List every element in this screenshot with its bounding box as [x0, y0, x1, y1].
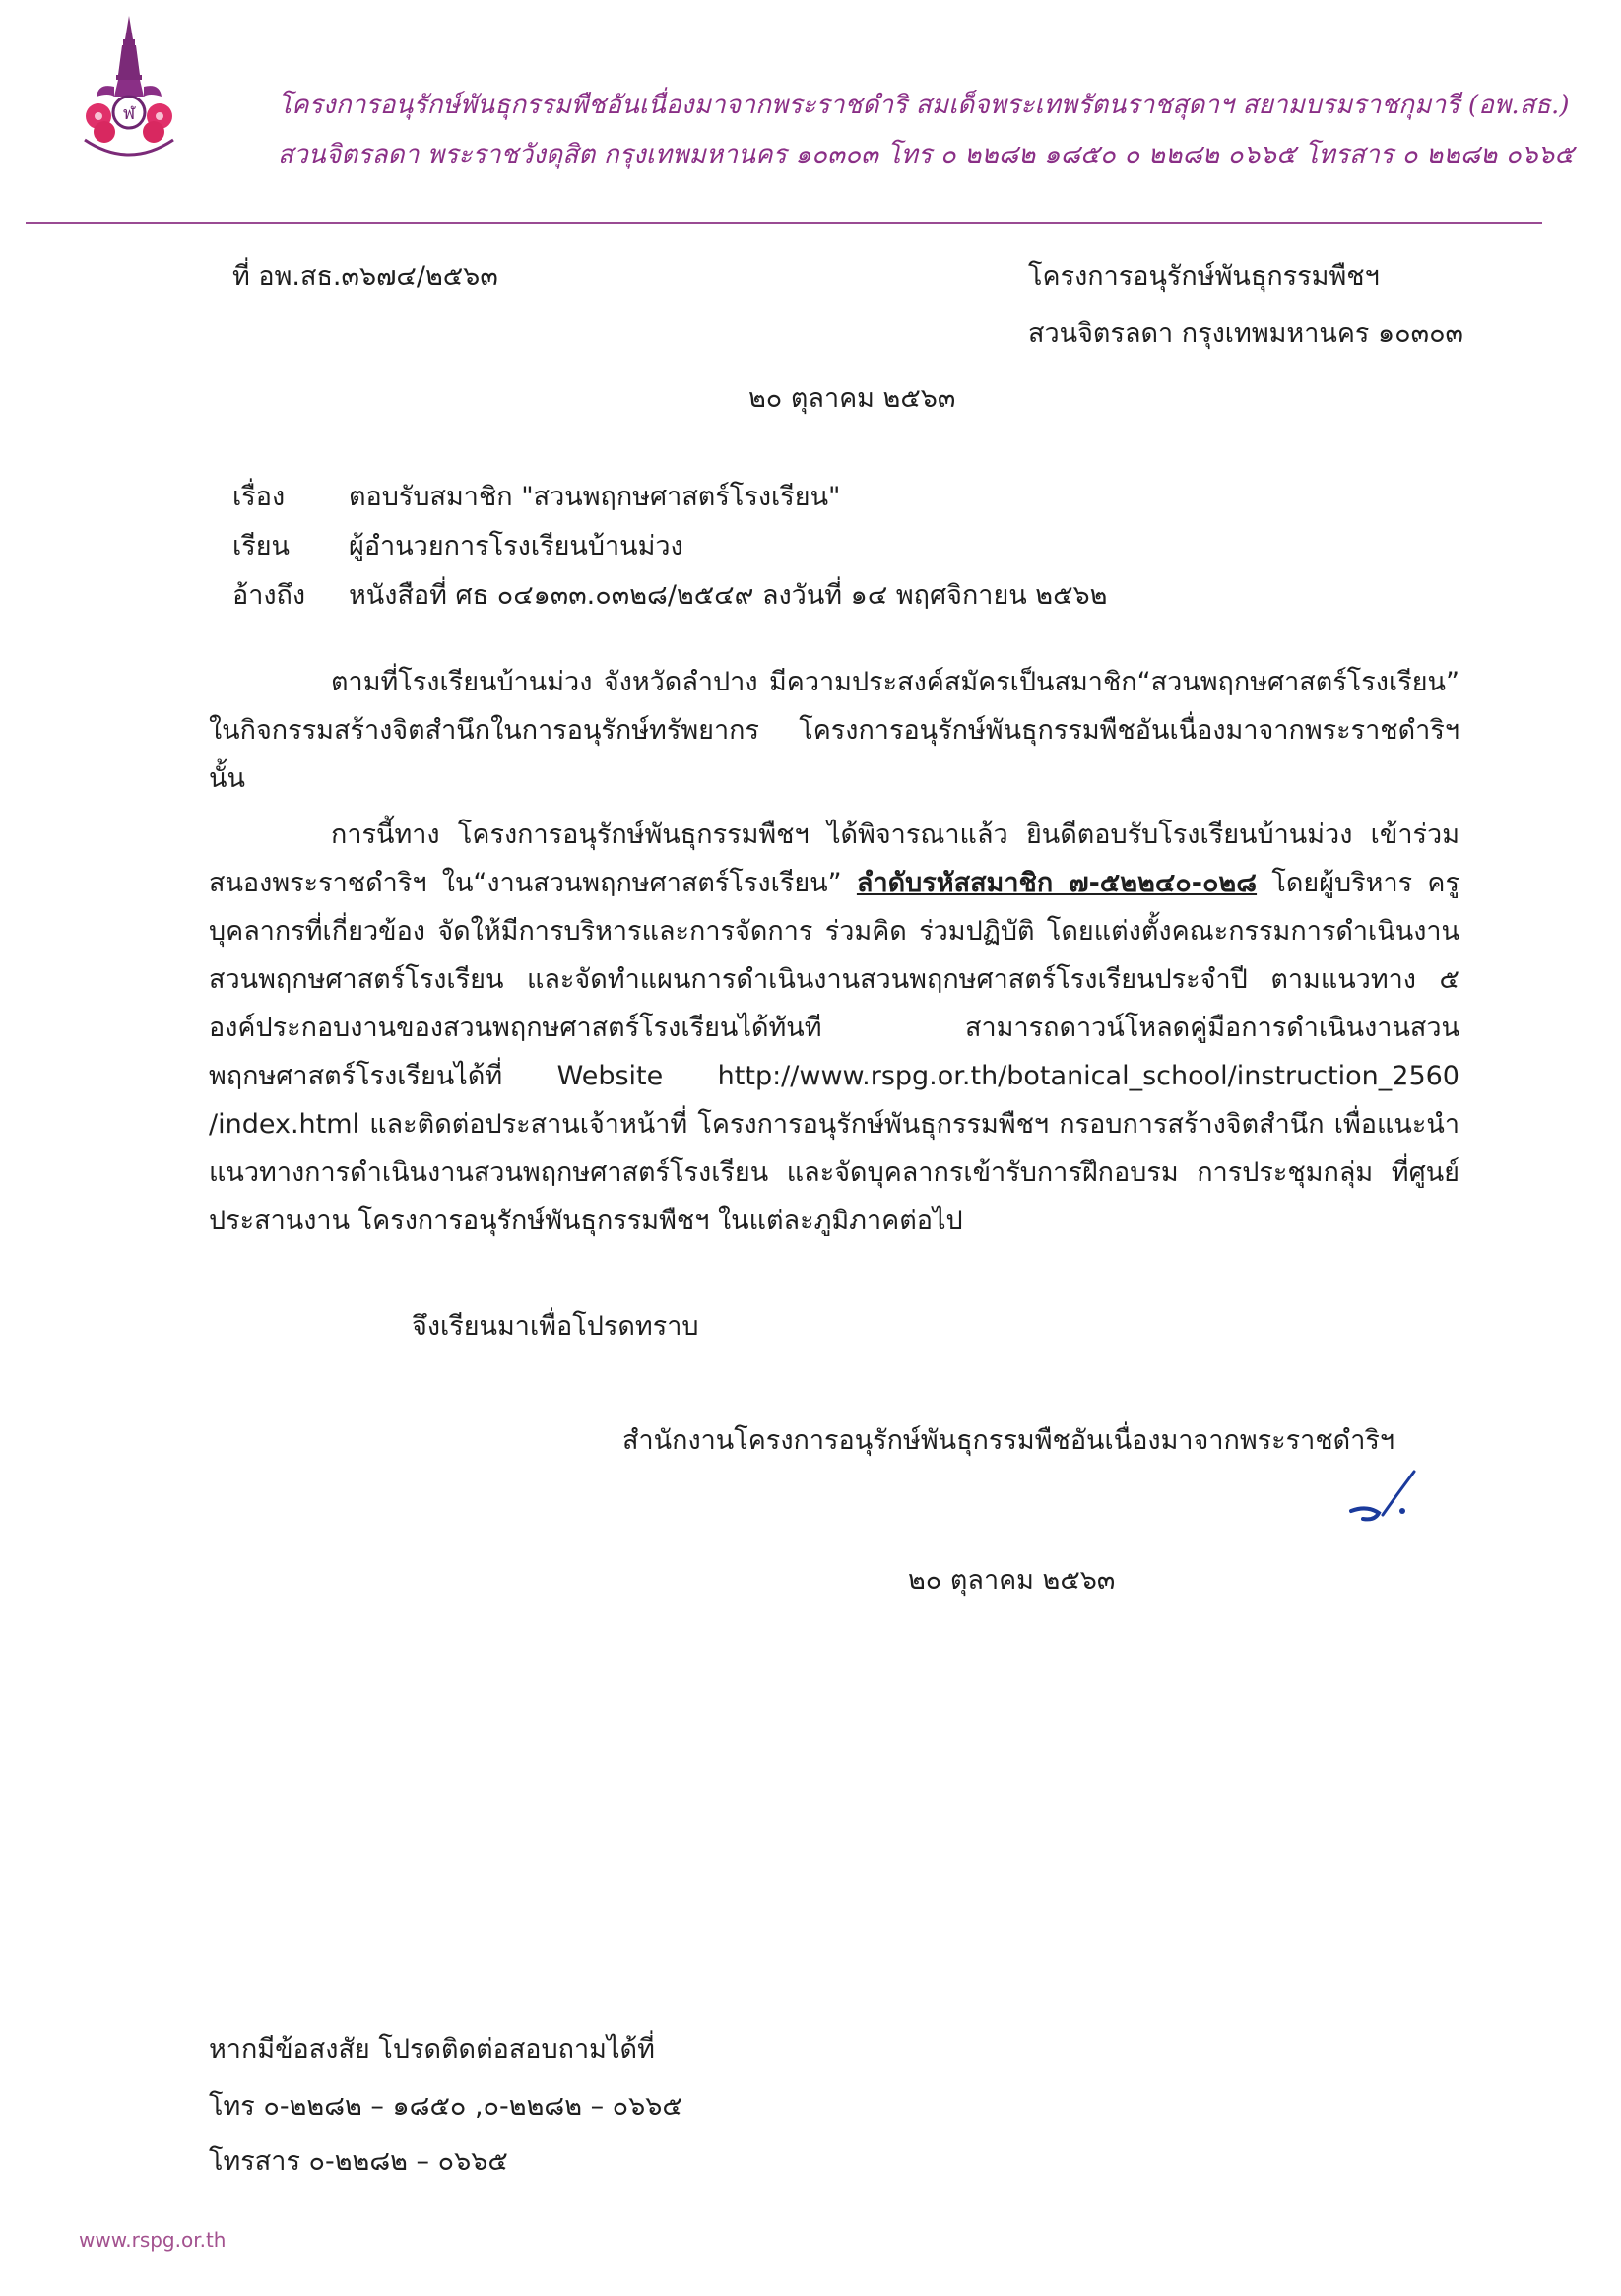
sender-address-line-2: สวนจิตรลดา กรุงเทพมหานคร ๑๐๓๐๓	[1028, 318, 1464, 349]
contact-fax: โทรสาร ๐-๒๒๘๒ – ๐๖๖๕	[209, 2146, 508, 2177]
contact-intro: หากมีข้อสงสัย โปรดติดต่อสอบถามได้ที่	[209, 2034, 655, 2065]
paragraph-1: ตามที่โรงเรียนบ้านม่วง จังหวัดลำปาง มีความประสงค์สมัครเป็นสมาชิก“สวนพฤกษศาสตร์โรงเรียน” ในกิจกรรมสร้างจิตสำนึกในการอนุรักษ์ทรัพยากร โครงการอนุรักษ์พันธุกรรมพืชอันเนื่องมาจากพระราชดำริฯ นั้น	[209, 667, 1459, 794]
contact-phone: โทร ๐-๒๒๘๒ – ๑๘๕๐ ,๐-๒๒๘๒ – ๐๖๖๕	[209, 2091, 682, 2122]
reference-row	[232, 571, 1107, 620]
subject-row	[232, 473, 840, 521]
paragraph-2	[209, 811, 1459, 1245]
member-code: ลำดับรหัสสมาชิก ๗-๕๒๒๔๐-๐๒๘	[856, 868, 1258, 898]
reference-text: หนังสือที่ ศธ ๐๔๑๓๓.๐๓๒๘/๒๕๔๙ ลงวันที่ ๑๔ พฤศจิกายน ๒๕๖๒	[349, 580, 1108, 611]
rspg-emblem	[69, 14, 189, 171]
subject-text: ตอบรับสมาชิก "สวนพฤกษศาสตร์โรงเรียน"	[349, 482, 841, 512]
subject-label: เรื่อง	[232, 482, 286, 512]
recipient-label: เรียน	[232, 531, 291, 561]
paragraph-2-rest: โดยผู้บริหาร ครู บุคลากรที่เกี่ยวข้อง จัดให้มีการบริหารและการจัดการ ร่วมคิด ร่วมปฏิบัติ โดยแต่งตั้งคณะกรรมการดำเนินงานสวนพฤกษศาสตร์โรงเรียน และจัดทำแผนการดำเนินงานสวนพฤกษศาสตร์โรงเรียนประจำปี ตามแนวทาง ๕ องค์ประกอบงานของสวนพฤกษศาสตร์โรงเรียนได้ทันที สามารถดาวน์โหลดคู่มือการดำเนินงานสวนพฤกษศาสตร์โรงเรียนได้ที่ Website http://www.rspg.or.th/botanical_school/instruction_2560 /index.html และติดต่อประสานเจ้าหน้าที่ โครงการอนุรักษ์พันธุกรรมพืชฯ กรอบการสร้างจิตสำนึก เพื่อแนะนำแนวทางการดำเนินงานสวนพฤกษศาสตร์โรงเรียน และจัดบุคลากรเข้ารับการฝึกอบรม การประชุมกลุ่ม ที่ศูนย์ประสานงาน โครงการอนุรักษ์พันธุกรรมพืชฯ ในแต่ละภูมิภาคต่อไป	[209, 868, 1460, 1236]
footer-website: www.rspg.or.th	[79, 2228, 227, 2252]
signatory-office: สำนักงานโครงการอนุรักษ์พันธุกรรมพืชอันเนื่องมาจากพระราชดำริฯ	[622, 1425, 1395, 1456]
recipient-row	[232, 522, 683, 570]
letterhead-divider	[26, 222, 1542, 224]
document-date: ๒๐ ตุลาคม ๒๕๖๓	[748, 383, 956, 414]
signature	[1345, 1466, 1430, 1529]
reference-label: อ้างถึง	[232, 580, 306, 611]
letter-body	[209, 658, 1459, 1245]
signature-date: ๒๐ ตุลาคม ๒๕๖๓	[908, 1565, 1116, 1596]
sender-address-line-1: โครงการอนุรักษ์พันธุกรรมพืชฯ	[1028, 261, 1380, 292]
letterhead-line-2: สวนจิตรลดา พระราชวังดุสิต กรุงเทพมหานคร ๑๐๓๐๓ โทร ๐ ๒๒๘๒ ๑๘๕๐ ๐ ๒๒๘๒ ๐๖๖๕ โทรสาร ๐ ๒๒๘๒ ๐๖๖๕	[278, 140, 1575, 169]
paragraph-2-intro: การนี้ทาง โครงการอนุรักษ์พันธุกรรมพืชฯ ได้พิจารณาแล้ว ยินดีตอบรับโรงเรียนบ้านม่วง เข้าร่วมสนองพระราชดำริฯ ใน“งานสวนพฤกษศาสตร์โรงเรียน”	[209, 820, 1459, 898]
recipient-text: ผู้อำนวยการโรงเรียนบ้านม่วง	[349, 531, 683, 561]
svg-text:ฬ: ฬ	[122, 103, 136, 124]
letterhead-line-1: โครงการอนุรักษ์พันธุกรรมพืชอันเนื่องมาจากพระราชดำริ สมเด็จพระเทพรัตนราชสุดาฯ สยามบรมราชกุมารี (อพ.สธ.)	[278, 91, 1570, 120]
document-reference-number: ที่ อพ.สธ.๓๖๗๔/๒๕๖๓	[232, 261, 498, 292]
closing-line: จึงเรียนมาเพื่อโปรดทราบ	[412, 1311, 699, 1342]
